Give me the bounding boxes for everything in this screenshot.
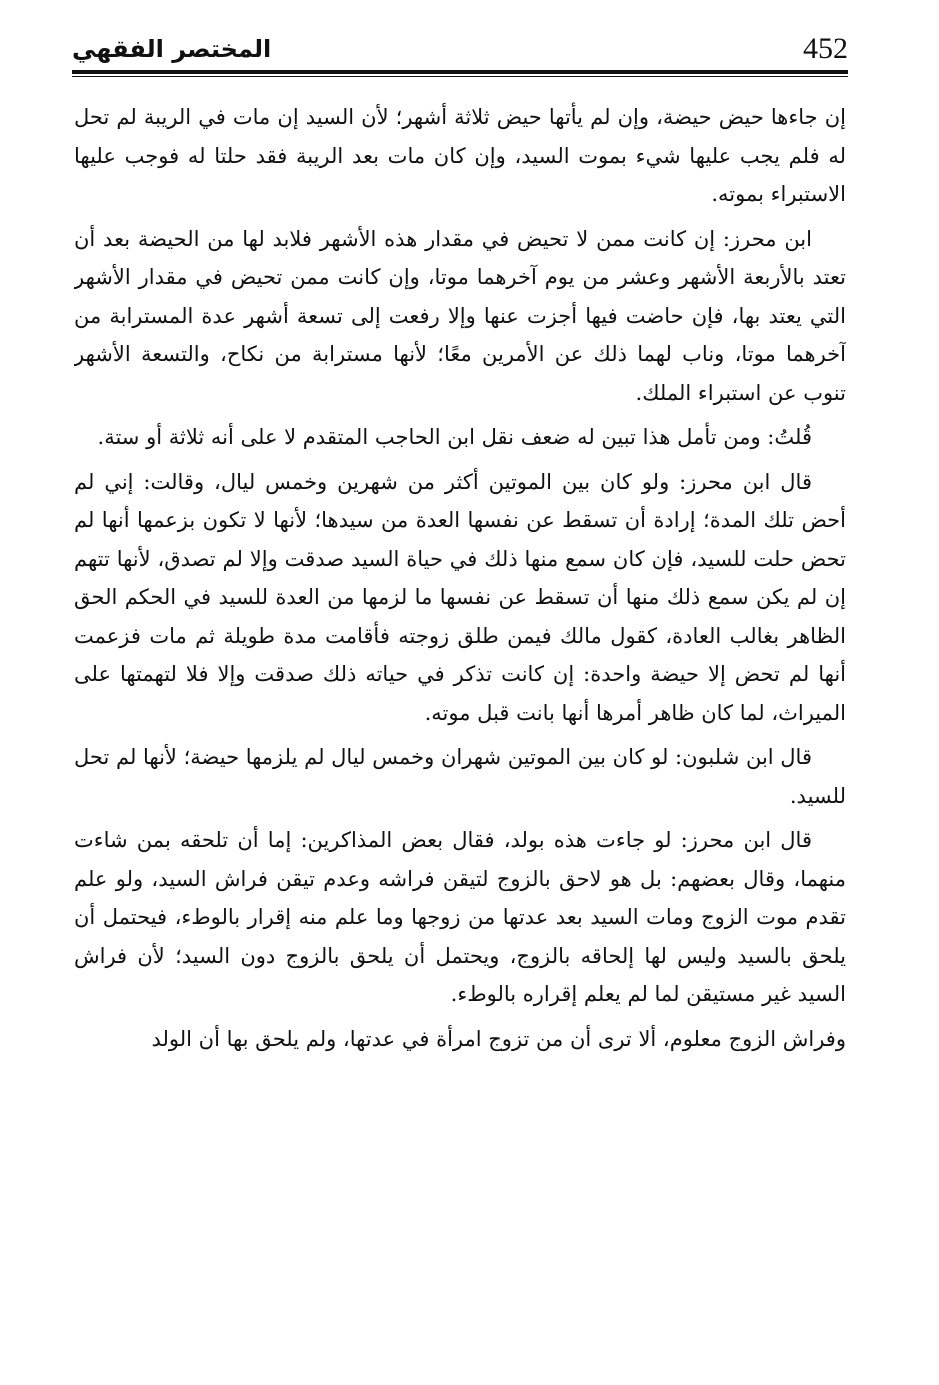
header-rule-thick <box>72 70 848 74</box>
paragraph: وفراش الزوج معلوم، ألا ترى أن من تزوج امرأة في عدتها، ولم يلحق بها أن الولد <box>151 1026 846 1051</box>
paragraph: قُلتُ: ومن تأمل هذا تبين له ضعف نقل ابن الحاجب المتقدم لا على أنه ثلاثة أو ستة. <box>97 425 812 449</box>
paragraph: ابن محرز: إن كانت ممن لا تحيض في مقدار هذه الأشهر فلابد لها من الحيضة بعد أن تعتد بالأربعة الأشهر وعشر من يوم آخرهما موتا، وإن كانت ممن تحيض في مقدار الأشهر التي يعتد بها، فإن حاضت فيها أجزت عنها وإلا رفعت إلى تسعة أشهر عدة المسترابة من آخرهما موتا، وناب لهما ذلك عن الأمرين معًا؛ لأنها مسترابة من نكاح، والتسعة الأشهر تنوب عن استبراء الملك. <box>74 226 846 405</box>
paragraph: قال ابن شلبون: لو كان بين الموتين شهران وخمس ليال لم يلزمها حيضة؛ لأنها لم تحل للسيد. <box>74 745 846 808</box>
header-rule-thin <box>72 76 848 77</box>
running-title: المختصر الفقهي <box>72 35 272 63</box>
paragraph: قال ابن محرز: لو جاءت هذه بولد، فقال بعض المذاكرين: إما أن تلحقه بمن شاءت منهما، وقال بعضهم: بل هو لاحق بالزوج لتيقن فراشه وعدم تيقن فراش السيد، ولو علم تقدم موت الزوج ومات السيد بعد عدتها من زوجها وما علم منه إقرار بالوطء، فيحتمل أن يلحق بالسيد وليس لها إلحاقه بالزوج، ويحتمل أن يلحق بالزوج دون السيد؛ لأن فراش السيد غير مستيقن لما لم يعلم إقراره بالوطء. <box>74 828 846 1006</box>
page-header <box>72 28 848 78</box>
paragraph: قال ابن محرز: ولو كان بين الموتين أكثر من شهرين وخمس ليال، وقالت: إني لم أحض تلك المدة؛ إرادة أن تسقط عن نفسها العدة من سيدها؛ لأنها لا تكون بزعمها أنها لم تحض حلت للسيد، فإن كان سمع منها ذلك في حياة السيد صدقت وإلا لم تصدق، لأنها تتهم إن لم يكن سمع ذلك منها أن تسقط عن نفسها ما لزمها من العدة للسيد في الحكم الحق الظاهر بغالب العادة، كقول مالك فيمن طلق زوجته فأقامت مدة طويلة ثم مات فزعمت أنها لم تحض إلا حيضة واحدة: إن كانت تذكر في حياته ذلك صدقت وإلا فلا لتهمتها على الميراث، لما كان ظاهر أمرها أنها بانت قبل موته. <box>74 469 846 725</box>
paragraph: إن جاءها حيض حيضة، وإن لم يأتها حيض ثلاثة أشهر؛ لأن السيد إن مات في الريبة لم تحل له فلم يجب عليها شيء بموت السيد، وإن كان مات بعد الريبة فقد حلتا له فوجب عليها الاستبراء بموته. <box>74 105 846 206</box>
page-body <box>74 98 846 1348</box>
page-number: 452 <box>803 32 848 65</box>
